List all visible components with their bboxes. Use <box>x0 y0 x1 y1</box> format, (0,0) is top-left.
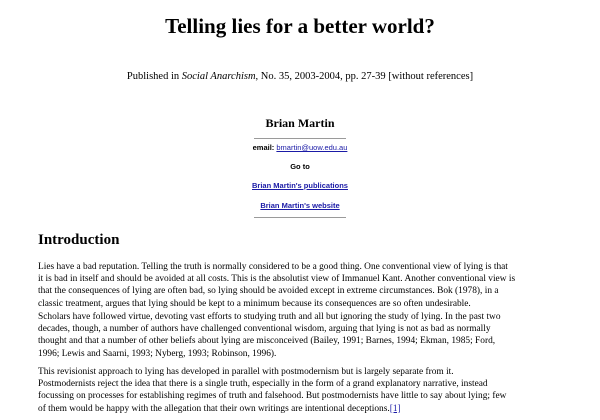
nav-link-publications-row <box>0 181 600 191</box>
paragraph-line: thought and that a number of other beliefs about lying are misconceived (Bailey, 1991; Barnes, 1994; Ekman, 1985; Ford, <box>38 336 496 347</box>
divider-bottom <box>254 217 346 218</box>
publication-prefix: Published in <box>126 71 182 82</box>
paragraph-line: This revisionist approach to lying has developed in parallel with postmodernism but is largely separate from it. <box>38 367 454 377</box>
goto-label: Go to <box>290 162 310 171</box>
paragraph-line: it is bad in itself and should be avoided at all costs. This is the absolutist view of Immanuel Kant. Another conventional view is <box>38 274 516 285</box>
divider-top <box>254 138 346 139</box>
author-name: Brian Martin <box>265 116 335 130</box>
paragraph <box>38 311 564 360</box>
paragraph <box>38 366 564 415</box>
paragraph-line: decades, though, a number of authors have challenged conventional wisdom, arguing that lying is not as bad as normally <box>38 324 491 335</box>
page-title: Telling lies for a better world? <box>165 14 435 38</box>
email-link[interactable]: bmartin@uow.edu.au <box>276 143 348 152</box>
paragraph-line: Postmodernists reject the idea that there is a single truth, especially in the form of a grand explanatory narrative, instead <box>38 379 488 390</box>
paragraph-line: 1996; Lewis and Saarni, 1993; Nyberg, 1993; Robinson, 1996). <box>38 348 277 359</box>
publication-details: , No. 35, 2003-2004, pp. 27-39 [without references] <box>255 71 474 82</box>
paragraph-line <box>38 403 564 415</box>
paragraph-line: that the consequences of lying are often bad, so lying should be avoided except in extreme circumstances. Bok (1978), in a <box>38 286 499 297</box>
paragraph-line: Scholars have followed virtue, devoting vast efforts to studying truth and all but ignoring the study of lying. In the past two <box>38 312 501 322</box>
paragraph <box>38 261 564 310</box>
publication-info <box>0 70 600 84</box>
email-label: email: <box>252 143 275 152</box>
email-line <box>0 143 600 153</box>
paragraph-line: Lies have a bad reputation. Telling the truth is normally considered to be a good thing. One conventional view of lying is that <box>38 262 508 272</box>
nav-link-publications[interactable]: Brian Martin's publications <box>252 181 348 190</box>
paragraph-line-text: of them would be happy with the allegation that their own writings are intentional deceptions. <box>38 403 390 414</box>
section-heading: Introduction <box>38 232 120 248</box>
paragraph-line: classic treatment, argues that lying should be kept to a minimum because its consequences are so often undesirable. <box>38 298 471 309</box>
nav-link-website-row <box>0 201 600 211</box>
journal-name: Social Anarchism <box>181 71 256 82</box>
nav-link-website[interactable]: Brian Martin's website <box>260 201 340 210</box>
footnote-link[interactable]: [1] <box>389 403 401 414</box>
paragraph-line: focussing on processes for establishing regimes of truth and falsehood. But postmodernists have little to say about lying; few <box>38 391 507 402</box>
